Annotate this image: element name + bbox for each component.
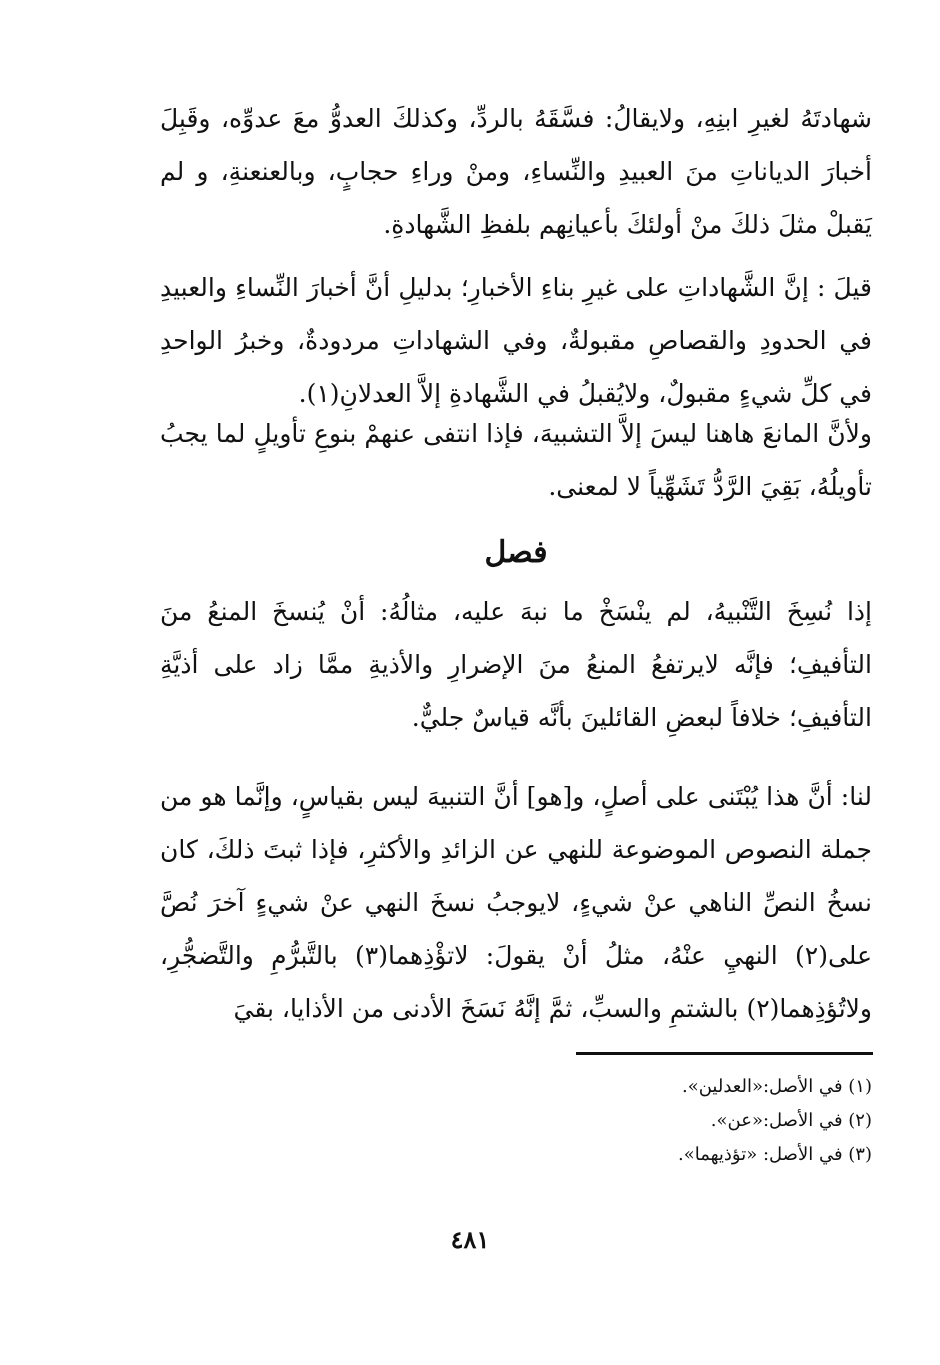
footnote-2: (٢) في الأصل:«عن». xyxy=(710,1110,872,1131)
section-heading: فصل xyxy=(484,535,548,570)
paragraph-4 xyxy=(160,585,872,744)
paragraph-text: ولأنَّ المانعَ هاهنا ليسَ إلاَّ التشبيهَ، فإذا انتفى عنهمْ بنوعِ تأويلٍ لما يجبُ تأويلُهُ، بَقِيَ الرَّدُّ تَشَهِّياً لا لمعنى. xyxy=(160,419,872,501)
footnote-1: (١) في الأصل:«العدلين». xyxy=(681,1076,872,1097)
paragraph-text: شهادتَهُ لغيرِ ابنِهِ، ولايقالُ: فسَّقَهُ بالردِّ، وكذلكَ العدوُّ معَ عدوِّه، وقَبِلَ أخبارَ الدياناتِ منَ العبيدِ والنِّساءِ، ومنْ وراءِ حجابٍ، وبالعنعنةِ، و لم يَقبلْ مثلَ ذلكَ منْ أولئكَ بأعيانِهم بلفظِ الشَّهادةِ. xyxy=(160,104,872,239)
paragraph-text: إذا نُسِخَ التَّنْبيهُ، لم ينْسَخْ ما نبهَ عليه، مثالُهُ: أنْ يُنسخَ المنعُ منَ التأفيفِ؛ فإنَّه لايرتفعُ المنعُ منَ الإضرارِ والأذيةِ ممَّا زاد على أذيَّةِ التأفيفِ؛ خلافاً لبعضِ القائلينَ بأنَّه قياسٌ جليٌّ. xyxy=(160,597,872,732)
paragraph-5 xyxy=(160,770,872,1035)
footnotes xyxy=(160,1070,872,1172)
paragraph-2 xyxy=(160,261,872,420)
footnote-3: (٣) في الأصل: «تؤذيهما». xyxy=(677,1144,872,1165)
paragraph-1 xyxy=(160,92,872,251)
paragraph-3 xyxy=(160,407,872,513)
page-number: ٤٨١ xyxy=(450,1225,490,1254)
paragraph-text: قيلَ : إنَّ الشَّهاداتِ على غيرِ بناءِ الأخبارِ؛ بدليلِ أنَّ أخبارَ النِّساءِ والعبيدِ في الحدودِ والقصاصِ مقبولةٌ، وفي الشهاداتِ مردودةٌ، وخبرُ الواحدِ في كلِّ شيءٍ مقبولٌ، ولايُقبلُ في الشَّهادةِ إلاَّ العدلانِ(١). xyxy=(160,273,872,408)
footnote-separator xyxy=(576,1052,873,1055)
paragraph-text: لنا: أنَّ هذا يُبْتَنى على أصلٍ، و[هو] أنَّ التنبيهَ ليس بقياسٍ، وإنَّما هو من جملة النصوص الموضوعة للنهي عن الزائدِ والأكثرِ، فإذا ثبتَ ذلكَ، كان نسخُ النصِّ الناهي عنْ شيءٍ، لايوجبُ نسخَ النهي عنْ شيءٍ آخرَ نُصَّ على(٢) النهيِ عنْهُ، مثلُ أنْ يقولَ: لاتؤْذِهما(٣) بالتَّبرُّمِ والتَّضجُّرِ، ولاتُؤذِهما(٢) بالشتمِ والسبِّ، ثمَّ إنَّهُ نَسَخَ الأدنى من الأذايا، بقيَ xyxy=(160,782,872,1023)
